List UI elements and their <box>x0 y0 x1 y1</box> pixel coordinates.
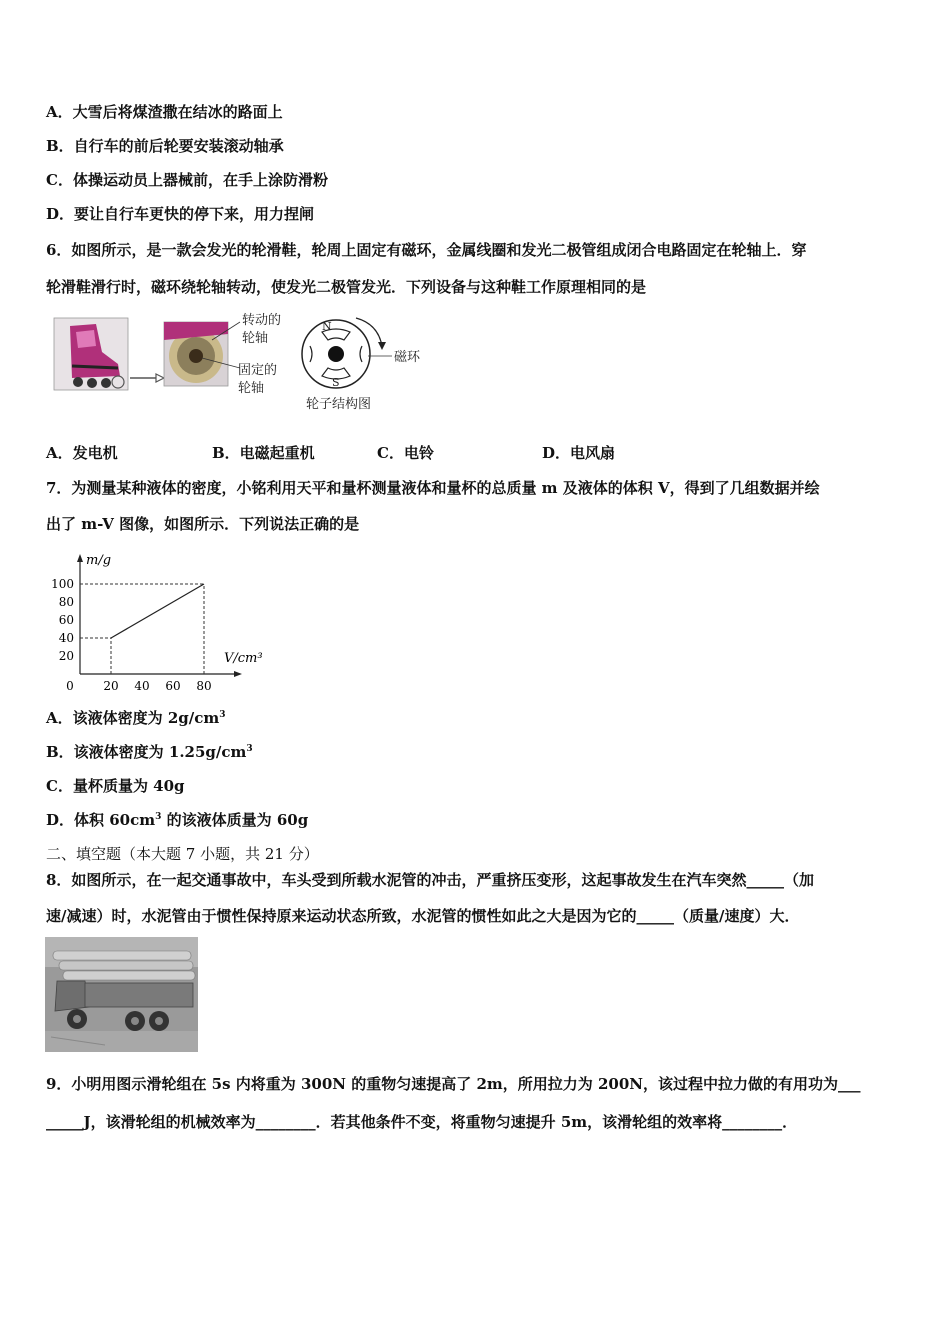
skate-photo <box>54 318 128 390</box>
q7-option-a <box>46 708 226 728</box>
q7-option-b-text: B．该液体密度为 1.25g/cm <box>46 743 247 761</box>
x-tick-label: 0 <box>66 679 74 693</box>
y-tick-label: 20 <box>58 649 74 663</box>
y-tick-label: 60 <box>58 613 74 627</box>
x-tick-label: 40 <box>134 679 150 693</box>
q5-option-b: B．自行车的前后轮要安装滚动轴承 <box>46 137 284 155</box>
q8-stem-line1: 8．如图所示，在一起交通事故中，车头受到所载水泥管的冲击，严重挤压变形，这起事故发生在汽车突然_____（加 <box>46 871 814 889</box>
q9-stem-line2: _____J，该滑轮组的机械效率为________．若其他条件不变，将重物匀速提升 5m，该滑轮组的效率将________． <box>46 1113 798 1131</box>
q6-stem-line1: 6．如图所示，是一款会发光的轮滑鞋，轮周上固定有磁环，金属线圈和发光二极管组成闭合电路固定在轮轴上．穿 <box>46 241 807 259</box>
x-tick-label: 80 <box>196 679 212 693</box>
label-n-pole: N <box>322 320 332 333</box>
q6-option-b: B．电磁起重机 <box>212 444 315 462</box>
label-magnet-ring: 磁环 <box>394 350 421 365</box>
x-axis-arrow-icon <box>234 671 242 677</box>
skate-figure <box>52 306 432 416</box>
q7-stem-line2: 出了 m-V 图像，如图所示．下列说法正确的是 <box>46 515 360 533</box>
y-tick-label: 80 <box>58 595 74 609</box>
q7-option-a-sup: 3 <box>219 710 226 720</box>
q7-option-b <box>46 742 253 762</box>
label-fixed-1: 固定的 <box>238 363 278 378</box>
y-axis-arrow-icon <box>77 554 83 562</box>
x-tick-label: 60 <box>165 679 181 693</box>
label-fixed-2: 轮轴 <box>238 381 265 396</box>
wheel-photo <box>164 322 228 386</box>
q5-option-a: A．大雪后将煤渣撒在结冰的路面上 <box>46 103 283 121</box>
figure-caption: 轮子结构图 <box>306 397 372 412</box>
truck-accident-photo <box>45 937 198 1052</box>
x-tick-label: 20 <box>103 679 119 693</box>
q6-option-c: C．电铃 <box>377 444 434 462</box>
y-tick-label: 40 <box>58 631 74 645</box>
label-rotating-2: 轮轴 <box>242 331 269 346</box>
label-rotating-1: 转动的 <box>242 313 282 328</box>
series-line <box>111 584 204 638</box>
y-tick-label: 100 <box>51 577 74 591</box>
q7-option-d-post: 的该液体质量为 60g <box>161 811 309 829</box>
q7-option-d-pre: D．体积 60cm <box>46 811 156 829</box>
q9-stem-line1: 9．小明用图示滑轮组在 5s 内将重为 300N 的重物匀速提高了 2m，所用拉力为 200N，该过程中拉力做的有用功为___ <box>46 1075 861 1093</box>
label-s-pole: S <box>332 376 340 389</box>
q6-option-d: D．电风扇 <box>542 444 616 462</box>
q6-stem-line2: 轮滑鞋滑行时，磁环绕轮轴转动，使发光二极管发光．下列设备与这种鞋工作原理相同的是 <box>46 278 647 296</box>
arrow-icon <box>130 374 164 382</box>
q7-option-a-text: A．该液体密度为 2g/cm <box>46 709 220 727</box>
q6-option-a: A．发电机 <box>46 444 118 462</box>
q7-option-d <box>46 810 308 830</box>
section-heading: 二、填空题（本大题 7 小题，共 21 分） <box>46 845 319 863</box>
wheel-structure-diagram <box>302 318 392 388</box>
x-axis-label: V/cm³ <box>224 651 263 666</box>
y-axis-label: m/g <box>86 553 112 568</box>
q7-option-d-sup: 3 <box>155 812 162 822</box>
q7-option-b-sup: 3 <box>246 744 253 754</box>
q7-stem-line1: 7．为测量某种液体的密度，小铭利用天平和量杯测量液体和量杯的总质量 m 及液体的体积 V，得到了几组数据并绘 <box>46 479 820 497</box>
mv-chart <box>46 548 286 693</box>
q5-option-d: D．要让自行车更快的停下来，用力捏闸 <box>46 205 315 223</box>
q7-option-c: C．量杯质量为 40g <box>46 777 185 795</box>
q6-options <box>46 442 646 464</box>
q5-option-c: C．体操运动员上器械前，在手上涂防滑粉 <box>46 171 328 189</box>
q8-stem-line2: 速/减速）时，水泥管由于惯性保持原来运动状态所致，水泥管的惯性如此之大是因为它的_____（质量/速度）大． <box>46 907 800 925</box>
